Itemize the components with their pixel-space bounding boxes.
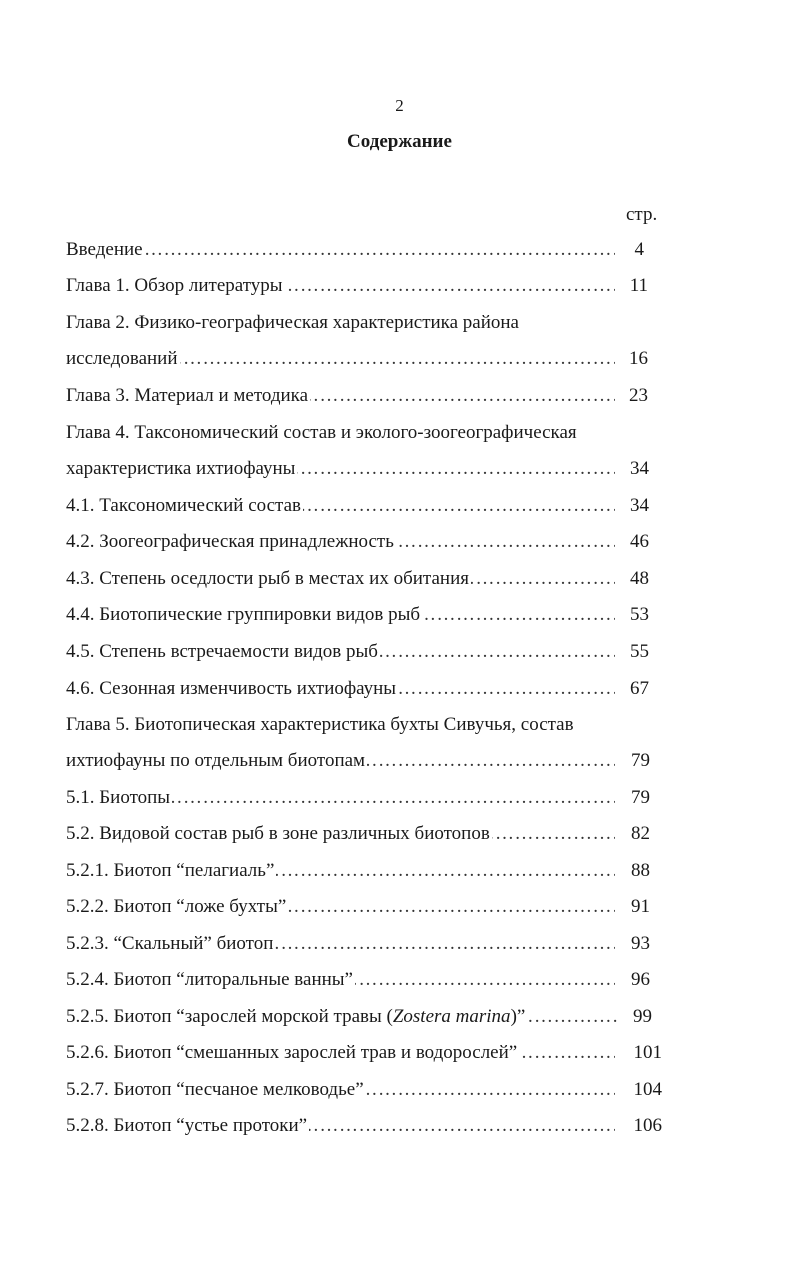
toc-entry-page: 104: [633, 1079, 662, 1100]
page-number: 2: [395, 96, 404, 115]
toc-entry-label: Глава 3. Материал и методика: [66, 385, 309, 406]
toc-entry-label: Глава 4. Таксономический состав и эколого-зоогеографическая: [66, 422, 577, 443]
toc-entry-page: 101: [633, 1042, 662, 1063]
toc-entry: [66, 603, 615, 627]
toc-entry: [66, 1041, 615, 1065]
toc-entry: [66, 311, 626, 335]
toc-entry: [66, 347, 615, 371]
page-title: Содержание: [347, 131, 452, 152]
toc-entry-label: Введение: [66, 239, 143, 260]
toc-entry-label: 4.5. Степень встречаемости видов рыб: [66, 641, 378, 662]
toc-entry-page: 79: [631, 787, 650, 808]
toc-dot-leader: [66, 238, 615, 262]
toc-entry-page: 23: [629, 385, 648, 406]
toc-entry-label: характеристика ихтиофауны: [66, 458, 296, 479]
toc-entry-label: исследований: [66, 348, 178, 369]
toc-entry-label: 5.2. Видовой состав рыб в зоне различных биотопов: [66, 823, 490, 844]
toc-entry-label: 5.2.7. Биотоп “песчаное мелководье”: [66, 1079, 364, 1100]
toc-entry-label-italic: Zostera marina: [392, 1006, 511, 1027]
toc-entry: [66, 494, 615, 518]
toc-entry-label: 4.2. Зоогеографическая принадлежность: [66, 531, 394, 552]
toc-entry: [66, 786, 615, 810]
toc-entry: [66, 457, 615, 481]
toc-entry-label: 5.2.2. Биотоп “ложе бухты”: [66, 896, 287, 917]
toc-entry: [66, 640, 615, 664]
toc-entry: [66, 1114, 615, 1138]
toc-entry: [66, 1005, 618, 1029]
page-column-header: стр.: [626, 204, 658, 225]
toc-entry: [66, 274, 615, 298]
toc-entry-page: 55: [630, 641, 649, 662]
toc-entry-label: 5.2.6. Биотоп “смешанных зарослей трав и водорослей”: [66, 1042, 518, 1063]
toc-entry: [66, 238, 615, 262]
toc-entry: [66, 530, 615, 554]
toc-entry-label: 4.3. Степень оседлости рыб в местах их обитания: [66, 568, 469, 589]
toc-entry-label: 5.2.3. “Скальный” биотоп: [66, 933, 274, 954]
toc-entry-label: Глава 2. Физико-географическая характеристика района: [66, 312, 519, 333]
toc-entry: [66, 749, 615, 773]
toc-entry-label: ихтиофауны по отдельным биотопам: [66, 750, 366, 771]
toc-entry-page: 4: [634, 239, 644, 260]
toc-entry: [66, 859, 615, 883]
toc-entry: [66, 421, 626, 445]
toc-entry-label-suffix: )”: [510, 1006, 526, 1027]
toc-entry: [66, 822, 615, 846]
toc-entry-page: 88: [631, 860, 650, 881]
toc-entry-page: 67: [630, 678, 649, 699]
toc-entry-page: 99: [633, 1006, 652, 1027]
toc-entry-page: 96: [631, 969, 650, 990]
toc-entry-page: 34: [630, 495, 649, 516]
toc-entry-label: 4.1. Таксономический состав: [66, 495, 301, 516]
toc-entry-page: 34: [630, 458, 649, 479]
toc-entry-label-prefix: 5.2.5. Биотоп “зарослей морской травы (: [66, 1006, 393, 1027]
toc-entry-page: 48: [630, 568, 649, 589]
toc-entry-page: 53: [630, 604, 649, 625]
toc-entry: [66, 895, 615, 919]
toc-entry-page: 93: [631, 933, 650, 954]
toc-entry-page: 106: [633, 1115, 662, 1136]
toc-entry: [66, 1078, 615, 1102]
toc-entry-label: 5.2.8. Биотоп “устье протоки”: [66, 1115, 308, 1136]
toc-entry: [66, 677, 615, 701]
toc-entry-label: 5.2.4. Биотоп “литоральные ванны”: [66, 969, 353, 990]
toc-entry-page: 11: [629, 275, 648, 296]
toc-entry-page: 46: [630, 531, 649, 552]
toc-entry-page: 79: [631, 750, 650, 771]
toc-entry: [66, 932, 615, 956]
toc-entry: [66, 968, 615, 992]
toc-entry-label: 5.2.1. Биотоп “пелагиаль”: [66, 860, 275, 881]
toc-entry-label: 4.6. Сезонная изменчивость ихтиофауны: [66, 678, 397, 699]
toc-entry: [66, 384, 615, 408]
toc-entry-label: 5.1. Биотопы: [66, 787, 171, 808]
toc-entry-label: 4.4. Биотопические группировки видов рыб: [66, 604, 421, 625]
toc-entry-page: 16: [629, 348, 648, 369]
toc-entry-label: Глава 5. Биотопическая характеристика бухты Сивучья, состав: [66, 714, 574, 735]
toc-entry-label: [66, 1005, 527, 1029]
toc-entry-label: Глава 1. Обзор литературы: [66, 275, 283, 296]
toc-entry: [66, 713, 626, 737]
toc-entry-page: 91: [631, 896, 650, 917]
toc-entry: [66, 567, 615, 591]
toc-entry-page: 82: [631, 823, 650, 844]
